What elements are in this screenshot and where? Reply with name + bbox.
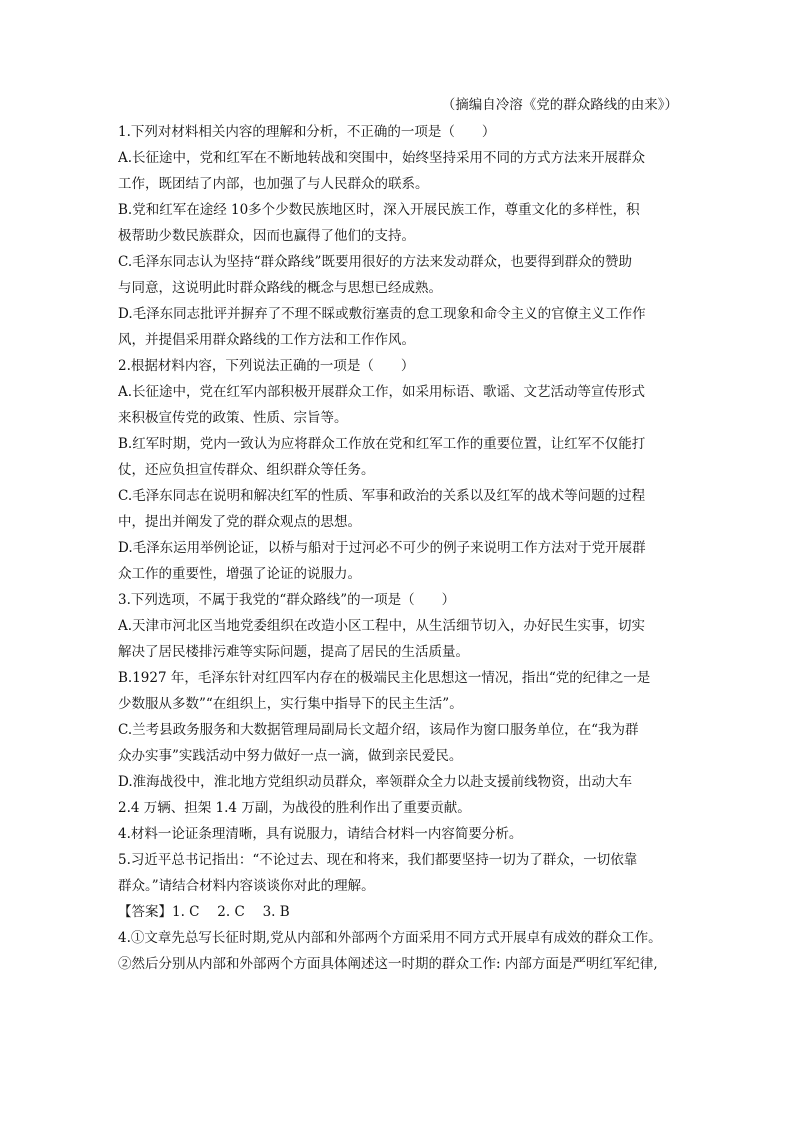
question-2-option-c-cont: 中，提出并阐发了党的群众观点的思想。 [118, 514, 361, 530]
question-1-option-d: D.毛泽东同志批评并摒弃了不理不睬或敷衍塞责的怠工现象和命令主义的官僚主义工作作 [118, 306, 646, 322]
question-3-stem: 3.下列选项，不属于我党的“群众路线”的一项是（ ） [118, 592, 456, 608]
question-3-option-b-cont: 少数服从多数”“在组织上，实行集中指导下的民主生活”。 [118, 696, 463, 712]
question-1-option-a: A.长征途中，党和红军在不断地转战和突围中，始终坚持采用不同的方式方法来开展群众 [118, 150, 646, 166]
answer-key: 【答案】1. C 2. C 3. B [118, 904, 290, 920]
question-4-stem: 4.材料一论证条理清晰，具有说服力，请结合材料一内容简要分析。 [118, 826, 523, 842]
question-5-stem-cont: 群众。”请结合材料内容谈谈你对此的理解。 [118, 878, 375, 894]
question-1-option-c-cont: 与同意，这说明此时群众路线的概念与思想已经成熟。 [118, 280, 442, 296]
document-body [118, 95, 678, 977]
question-2-option-a: A.长征途中，党在红军内部积极开展群众工作，如采用标语、歌谣、文艺活动等宣传形式 [118, 384, 646, 400]
question-1-option-b: B.党和红军在途经 10多个少数民族地区时，深入开展民族工作，尊重文化的多样性，积 [118, 202, 640, 218]
question-2-option-c: C.毛泽东同志在说明和解决红军的性质、军事和政治的关系以及红军的战术等问题的过程 [118, 488, 646, 504]
question-2-option-d-cont: 众工作的重要性，增强了论证的说服力。 [118, 566, 361, 582]
question-3-option-a-cont: 解决了居民楼排污难等实际问题，提高了居民的生活质量。 [118, 644, 469, 660]
question-3-option-d-cont: 2.4 万辆、担架 1.4 万副，为战役的胜利作出了重要贡献。 [118, 800, 471, 816]
question-1-stem: 1.下列对材料相关内容的理解和分析，不正确的一项是（ ） [118, 124, 496, 140]
question-3-option-a: A.天津市河北区当地党委组织在改造小区工程中，从生活细节切入，办好民生实事，切实 [118, 618, 646, 634]
question-3-option-c-cont: 众办实事”实践活动中努力做好一点一滴，做到亲民爱民。 [118, 748, 463, 764]
question-1-option-b-cont: 极帮助少数民族群众，因而也赢得了他们的支持。 [118, 228, 415, 244]
question-1-option-c: C.毛泽东同志认为坚持“群众路线”既要用很好的方法来发动群众，也要得到群众的赞助 [118, 254, 632, 270]
question-2-option-a-cont: 来积极宣传党的政策、性质、宗旨等。 [118, 410, 348, 426]
question-3-option-c: C.兰考县政务服务和大数据管理局副局长文超介绍，该局作为窗口服务单位，在“我为群 [118, 722, 639, 738]
question-5-stem: 5.习近平总书记指出：“不论过去、现在和将来，我们都要坚持一切为了群众，一切依靠 [118, 852, 638, 868]
question-3-option-b: B.1927 年，毛泽东针对红四军内存在的极端民主化思想这一情况，指出“党的纪律之一是 [118, 670, 651, 686]
question-2-option-b-cont: 仗，还应负担宣传群众、组织群众等任务。 [118, 462, 375, 478]
question-2-option-b: B.红军时期，党内一致认为应将群众工作放在党和红军工作的重要位置，让红军不仅能打 [118, 436, 646, 452]
question-2-option-d: D.毛泽东运用举例论证，以桥与船对于过河必不可少的例子来说明工作方法对于党开展群 [118, 540, 646, 556]
source-citation: （摘编自冷溶《党的群众路线的由来》） [441, 97, 678, 113]
question-1-option-d-cont: 风，并提倡采用群众路线的工作方法和工作作风。 [118, 332, 415, 348]
answer-4-point-2: ②然后分别从内部和外部两个方面具体阐述这一时期的群众工作: 内部方面是严明红军纪律, [118, 956, 658, 972]
question-3-option-d: D.淮海战役中，淮北地方党组织动员群众，率领群众全力以赴支援前线物资，出动大车 [118, 774, 633, 790]
answer-4-point-1: 4.①文章先总写长征时期,党从内部和外部两个方面采用不同方式开展卓有成效的群众工作。 [118, 930, 662, 946]
question-2-stem: 2.根据材料内容，下列说法正确的一项是（ ） [118, 358, 415, 374]
question-1-option-a-cont: 工作，既团结了内部，也加强了与人民群众的联系。 [118, 176, 429, 192]
